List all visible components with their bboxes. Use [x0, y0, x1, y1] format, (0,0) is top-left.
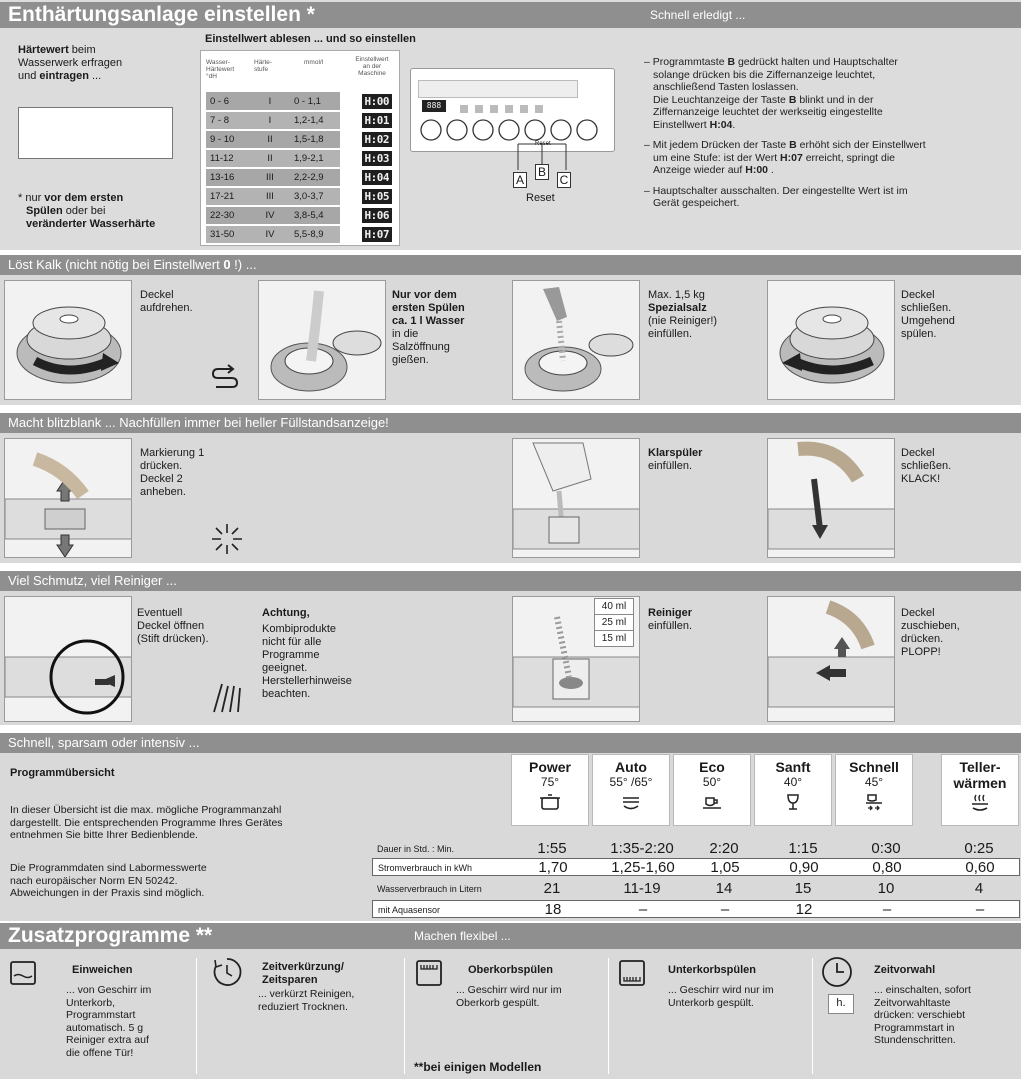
rinse-t1-0: Markierung 1: [140, 447, 205, 459]
program-eco-name: Eco: [699, 759, 725, 775]
duration-auto: 1:35-2:20: [610, 840, 674, 857]
extra-soak-text: [66, 984, 151, 1059]
key-b[interactable]: B: [535, 164, 549, 180]
note-line1b: vor dem ersten: [44, 192, 124, 204]
upper-line-0: ... Geschirr wird nur im: [456, 984, 562, 996]
dose-40: 40 ml: [595, 599, 633, 615]
rinse-t3-2: KLACK!: [901, 473, 941, 485]
panel-display: 888: [422, 100, 446, 112]
water-power: 21: [543, 880, 561, 897]
salt-t2-0: in die: [392, 328, 419, 340]
clock-icon: [820, 955, 854, 989]
setting-display: H:07: [362, 227, 393, 242]
s1k: H:04: [709, 118, 733, 131]
panel-indicators: [460, 100, 570, 110]
setting-display: H:01: [362, 113, 393, 128]
hardness-table: [206, 92, 396, 245]
row-energy: [372, 858, 1020, 876]
s1f: Die Leuchtanzeige der Taste: [653, 93, 789, 106]
aqua-auto: –: [638, 901, 648, 918]
section-extra-title: Zusatzprogramme **: [8, 924, 213, 947]
extra-time-title: [262, 961, 344, 987]
soak-line-3: automatisch. 5 g: [66, 1021, 144, 1034]
hardness-table-header: [206, 56, 396, 90]
col-header-mmol: mmol/l: [304, 59, 324, 66]
s3b: Gerät gespeichert.: [653, 197, 740, 209]
salt-t2-2: gießen.: [392, 354, 429, 366]
timer-line-2: drücken: verschiebt: [874, 1009, 966, 1021]
soak-line-2: Programmstart: [66, 1009, 136, 1021]
hardness-level: IV: [250, 225, 290, 244]
s2i: .: [768, 164, 774, 176]
swap-arrows-icon: [210, 363, 240, 391]
rinse-t3-0: Deckel: [901, 447, 935, 459]
s1b: B: [727, 56, 736, 68]
reset-label: Reset: [526, 192, 555, 204]
dose-15: 15 ml: [601, 633, 627, 644]
det-t1-0: Eventuell: [137, 607, 183, 619]
softener-note: [18, 192, 198, 231]
divider-1: [196, 958, 197, 1074]
hardness-row: [206, 130, 396, 149]
norm-text: [10, 862, 360, 900]
setting-display: H:06: [362, 208, 393, 223]
key-a[interactable]: A: [513, 172, 527, 188]
setting-display: H:05: [362, 189, 393, 204]
soak-line-1: Unterkorb,: [66, 996, 116, 1009]
timer-line-3: Programmstart in: [874, 1021, 955, 1034]
s2b: B: [789, 139, 797, 151]
section-softener-title: Enthärtungsanlage einstellen *: [8, 3, 315, 26]
s1l: .: [732, 118, 736, 131]
hardness-row: [206, 206, 396, 225]
hardness-setting: [340, 130, 396, 149]
salt-t1-0: Deckel: [140, 289, 174, 301]
row-water: [372, 880, 1020, 898]
aqua-eco: –: [720, 901, 730, 918]
intro-line1: beim: [68, 44, 96, 56]
hardness-level: III: [250, 187, 290, 206]
overview-text: [10, 804, 360, 842]
photo-close-detergent-lid: [767, 596, 895, 722]
hardness-mmol: 3,0-3,7: [290, 187, 340, 206]
norm-line-1: nach europäischer Norm EN 50242.: [10, 874, 178, 887]
hardness-value: 13-16: [206, 168, 250, 187]
s2g: Anzeige wieder auf: [653, 164, 746, 176]
det-step3-text: [901, 607, 960, 659]
quick-title: Schnell erledigt ...: [650, 8, 746, 22]
program-power-name: Power: [528, 759, 571, 775]
water-schnell: 10: [877, 880, 895, 897]
setting-display: H:03: [362, 151, 393, 166]
det-t4-3: PLOPP!: [901, 646, 941, 658]
photo-open-lid: [4, 596, 132, 722]
section-extra-subtitle: Machen flexibel ...: [414, 929, 511, 943]
salt-header-b: 0: [223, 257, 231, 272]
panel-strip: [418, 80, 578, 98]
program-power[interactable]: [511, 754, 589, 826]
label-water: Wasserverbrauch in Litern: [377, 884, 482, 894]
extra-lower-text: [668, 984, 774, 1009]
hardness-level: II: [250, 149, 290, 168]
step-2: [644, 139, 1014, 177]
program-auto-temp: 55° /65°: [609, 775, 653, 789]
models-footnote: **bei einigen Modellen: [414, 1060, 542, 1074]
s2e: H:07: [780, 151, 803, 164]
duration-teller: 0:25: [964, 840, 994, 857]
extra-upper-text: [456, 984, 562, 1009]
hardness-value: 22-30: [206, 206, 250, 225]
section-rinse-header: Macht blitzblank ... Nachfüllen immer bei heller Füllstandsanzeige!: [0, 413, 1021, 433]
salt-t2-1: Salzöffnung: [392, 341, 450, 353]
intro-text: [18, 44, 198, 83]
extra-timer-title: Zeitvorwahl: [874, 964, 936, 976]
step-3: [644, 185, 1014, 210]
photo-press-marking: [4, 438, 132, 558]
s1j: Einstellwert: [653, 118, 710, 131]
s1e: anschließend Tasten loslassen.: [653, 81, 799, 93]
label-duration: Dauer in Std. : Min.: [377, 844, 455, 854]
det-t2-3: geeignet.: [262, 662, 308, 674]
energy-teller: 0,60: [965, 859, 995, 876]
hardness-setting: [340, 168, 396, 187]
extra-time-text: [258, 988, 354, 1013]
timer-line-0: ... einschalten, sofort: [874, 984, 971, 996]
hardness-level: I: [250, 111, 290, 130]
intro-line3c: ...: [88, 70, 102, 82]
program-schnell-temp: 45°: [864, 775, 884, 789]
s3a: – Hauptschalter ausschalten. Der eingestellte Wert ist im: [644, 184, 908, 197]
setting-display: H:02: [362, 132, 393, 147]
setting-display: H:04: [362, 170, 393, 185]
intro-bold: Härtewert: [18, 44, 69, 56]
energy-power: 1,70: [538, 859, 568, 876]
program-auto-name: Auto: [615, 759, 647, 775]
program-tellerwaermen[interactable]: [941, 754, 1019, 826]
s2d: um eine Stufe: ist der Wert: [653, 151, 781, 164]
row-duration: [372, 840, 1020, 858]
s2h: H:00: [745, 164, 768, 176]
det-t2-bold: Achtung,: [262, 607, 310, 619]
rinse-step2-text: [648, 447, 702, 473]
det-step2-text: [648, 607, 692, 633]
hardness-mmol: 0 - 1,1: [290, 92, 340, 111]
lower-line-1: Unterkorb gespült.: [668, 996, 754, 1009]
det-t2-5: beachten.: [262, 688, 311, 700]
splash-lines-icon: [210, 678, 246, 714]
overview-line-2: entnehmen Sie bitte Ihrer Bedienblende.: [10, 829, 198, 841]
glass-icon: [781, 792, 805, 812]
salt-step1-text: [140, 289, 193, 315]
program-schnell-name: Schnell: [849, 759, 899, 775]
hardness-row: [206, 111, 396, 130]
energy-schnell: 0,80: [872, 859, 902, 876]
time-line-1: reduziert Trocknen.: [258, 1000, 348, 1013]
hardness-value: 7 - 8: [206, 111, 250, 130]
time-line-0: ... verkürzt Reinigen,: [258, 988, 355, 1000]
program-teller-name: Teller-: [959, 759, 1001, 775]
det-step1-text: [137, 607, 209, 646]
aqua-schnell: –: [882, 901, 892, 918]
upper-basket-icon: [414, 958, 444, 988]
overview-title: Programmübersicht: [10, 767, 115, 779]
timer-hour-label: h.: [836, 997, 846, 1009]
step-1: [644, 56, 1014, 131]
program-eco[interactable]: [673, 754, 751, 826]
col-header-hardness: Wasser- Härtewert °dH: [206, 59, 235, 80]
salt-t3b-0: (nie Reiniger!): [648, 315, 718, 327]
rinse-t1-2: Deckel 2: [140, 473, 183, 485]
hardness-row: [206, 225, 396, 244]
hardness-mmol: 1,2-1,4: [290, 111, 340, 130]
program-schnell[interactable]: [835, 754, 913, 826]
soak-icon: [8, 958, 38, 988]
extra-upper-title: Oberkorbspülen: [468, 964, 553, 976]
energy-eco: 1,05: [710, 859, 740, 876]
rinse-t1-1: drücken.: [140, 460, 183, 472]
rinse-step3-text: [901, 447, 951, 486]
photo-fill-rinse-aid: [512, 438, 640, 558]
hardness-row: [206, 149, 396, 168]
hardness-level: IV: [250, 206, 290, 225]
time-title-2: Zeitsparen: [262, 974, 318, 986]
det-t1-1: Deckel öffnen: [137, 620, 205, 632]
salt-header-a: Löst Kalk (nicht nötig bei Einstellwert: [8, 257, 224, 272]
lower-line-0: ... Geschirr wird nur im: [668, 984, 774, 996]
rinse-t2: einfüllen.: [648, 460, 693, 472]
s1a: – Programmtaste: [644, 56, 728, 68]
det-warning-text: [262, 607, 352, 701]
salt-t4-1: schließen.: [901, 302, 952, 314]
soak-line-4: Reiniger extra auf: [66, 1034, 149, 1046]
program-teller-temp: wärmen: [953, 775, 1007, 791]
hardness-row: [206, 168, 396, 187]
hardness-mmol: 3,8-5,4: [290, 206, 340, 225]
warm-plate-icon: [968, 793, 992, 813]
duration-power: 1:55: [537, 840, 567, 857]
divider-2: [404, 958, 405, 1074]
hardness-value: 9 - 10: [206, 130, 250, 149]
hardness-setting: [340, 225, 396, 244]
hardness-row: [206, 187, 396, 206]
photo-close-lid: [767, 280, 895, 400]
salt-t4-0: Deckel: [901, 289, 935, 301]
col-header-setting: Einstellwert an der Maschine: [355, 56, 389, 77]
quick-icon: [862, 792, 886, 812]
label-aquasensor: mit Aquasensor: [378, 905, 441, 915]
soak-line-5: die offene Tür!: [66, 1046, 134, 1059]
hardness-row: [206, 92, 396, 111]
rinse-t3-1: schließen.: [901, 460, 952, 472]
duration-eco: 2:20: [709, 840, 739, 857]
overview-line-0: In dieser Übersicht ist die max. mögliche Programmanzahl: [10, 804, 282, 816]
time-title-1: Zeitverkürzung/: [262, 961, 344, 973]
timer-line-4: Stundenschritten.: [874, 1034, 956, 1046]
hardness-setting: [340, 92, 396, 111]
salt-t4-2: Umgehend: [901, 315, 955, 327]
note-line1a: * nur: [18, 192, 45, 204]
hardness-level: II: [250, 130, 290, 149]
det-t3: einfüllen.: [648, 620, 693, 632]
salt-t4-3: spülen.: [901, 328, 937, 340]
program-sanft-name: Sanft: [775, 759, 811, 775]
section-programs-header: Schnell, sparsam oder intensiv ...: [0, 733, 1021, 753]
sparkle-icon: [210, 522, 244, 556]
section-detergent-header: Viel Schmutz, viel Reiniger ...: [0, 571, 1021, 591]
hardness-mmol: 1,5-1,8: [290, 130, 340, 149]
det-t4-0: Deckel: [901, 607, 935, 619]
hardness-setting: [340, 149, 396, 168]
program-auto[interactable]: [592, 754, 670, 826]
salt-t3b-1: einfüllen.: [648, 328, 693, 340]
program-power-temp: 75°: [540, 775, 560, 789]
extra-timer-text: [874, 984, 971, 1047]
s2f: erreicht, springt die: [802, 151, 896, 164]
energy-sanft: 0,90: [789, 859, 819, 876]
hardness-level: I: [250, 92, 290, 111]
hardness-entry-box[interactable]: [18, 107, 173, 159]
aqua-teller: –: [975, 901, 985, 918]
water-eco: 14: [715, 880, 733, 897]
divider-3: [608, 958, 609, 1074]
soak-line-0: ... von Geschirr im: [66, 984, 152, 996]
time-saving-icon: [211, 956, 243, 988]
rinse-step1-text: [140, 447, 204, 499]
divider-4: [812, 958, 813, 1074]
hardness-setting: [340, 111, 396, 130]
key-c[interactable]: C: [557, 172, 571, 188]
rinse-t2-bold: Klarspüler: [648, 447, 703, 459]
water-sanft: 15: [794, 880, 812, 897]
hardness-value: 31-50: [206, 225, 250, 244]
intro-line3b: eintragen: [39, 70, 89, 82]
hardness-value: 0 - 6: [206, 92, 250, 111]
det-t2-4: Herstellerhinweise: [262, 675, 352, 687]
duration-schnell: 0:30: [871, 840, 901, 857]
salt-t2b-2: ca. 1 l Wasser: [392, 315, 465, 327]
plates-icon: [619, 792, 643, 812]
extra-soak-title: Einweichen: [72, 964, 133, 976]
salt-t2b-0: Nur vor dem: [392, 289, 457, 301]
dose-25: 25 ml: [595, 615, 633, 631]
norm-line-2: Abweichungen in der Praxis sind möglich.: [10, 887, 205, 899]
hardness-value: 17-21: [206, 187, 250, 206]
salt-t2b-1: ersten Spülen: [392, 302, 465, 314]
rinse-t1-3: anheben.: [140, 486, 186, 498]
extra-lower-title: Unterkorbspülen: [668, 964, 757, 976]
cup-plate-icon: [700, 792, 724, 812]
program-sanft-temp: 40°: [783, 775, 803, 789]
aqua-power: 18: [544, 901, 562, 918]
hardness-mmol: 2,2-2,9: [290, 168, 340, 187]
intro-line2: Wasserwerk erfragen: [18, 57, 123, 69]
det-t1-2: (Stift drücken).: [137, 633, 209, 645]
salt-step4-text: [901, 289, 955, 341]
label-energy: Stromverbrauch in kWh: [378, 863, 473, 873]
duration-sanft: 1:15: [788, 840, 818, 857]
aqua-sanft: 12: [795, 901, 813, 918]
salt-t3a-0: Max. 1,5 kg: [648, 289, 705, 301]
timer-line-1: Zeitvorwahltaste: [874, 996, 951, 1009]
water-teller: 4: [974, 880, 984, 897]
s1g: B: [788, 93, 797, 106]
note-line3: veränderter Wasserhärte: [26, 218, 156, 230]
photo-close-rinse-lid: [767, 438, 895, 558]
overview-line-1: dargestellt. Die entsprechenden Programme Ihres Gerätes: [10, 816, 283, 829]
photo-fill-salt: [512, 280, 640, 400]
col-header-level: Härte- stufe: [254, 59, 273, 73]
energy-auto: 1,25-1,60: [611, 859, 675, 876]
row-aquasensor: [372, 900, 1020, 918]
hardness-mmol: 1,9-2,1: [290, 149, 340, 168]
s2a: – Mit jedem Drücken der Taste: [644, 139, 790, 151]
setting-display: H:00: [362, 94, 393, 109]
salt-header-c: !) ...: [230, 257, 257, 272]
s2c: erhöht sich der Einstellwert: [796, 139, 926, 151]
det-t4-2: drücken.: [901, 633, 944, 645]
lower-basket-icon: [617, 958, 647, 988]
section-salt-header: [0, 255, 1021, 275]
det-t3-bold: Reiniger: [648, 607, 693, 619]
norm-line-0: Die Programmdaten sind Labormesswerte: [10, 862, 207, 874]
program-eco-temp: 50°: [702, 775, 722, 789]
hardness-mmol: 5,5-8,9: [290, 225, 340, 244]
intro-line3a: und: [18, 70, 40, 82]
det-t2-1: nicht für alle: [262, 636, 322, 648]
photo-unscrew-lid: [4, 280, 132, 400]
salt-t1-1: aufdrehen.: [140, 302, 193, 314]
det-t2-0: Kombiprodukte: [262, 623, 336, 635]
s1d: solange drücken bis die Ziffernanzeige leuchtet,: [653, 68, 876, 81]
salt-step3-text: [648, 289, 717, 341]
hardness-level: III: [250, 168, 290, 187]
program-sanft[interactable]: [754, 754, 832, 826]
upper-line-1: Oberkorb gespült.: [456, 996, 540, 1009]
pot-icon: [538, 792, 562, 812]
salt-t3-bold: Spezialsalz: [648, 302, 707, 314]
note-line2b: oder bei: [62, 205, 106, 217]
panel-reset-small: Reset: [535, 141, 551, 147]
hardness-setting: [340, 206, 396, 225]
det-t2-2: Programme: [262, 649, 320, 661]
s1c: gedrückt halten und Hauptschalter: [735, 56, 898, 68]
table-title: Einstellwert ablesen ... und so einstellen: [205, 33, 416, 45]
note-line2a: Spülen: [26, 205, 63, 217]
s1h: blinkt und in der: [796, 93, 874, 106]
photo-pour-water: [258, 280, 386, 400]
water-auto: 11-19: [623, 880, 661, 897]
hardness-value: 11-12: [206, 149, 250, 168]
dose-labels: [594, 598, 634, 647]
det-t4-1: zuschieben,: [901, 620, 960, 632]
s1i: Ziffernanzeige leuchtet der werkseitig eingestellte: [653, 106, 883, 118]
steps-text: [644, 56, 1014, 210]
hardness-setting: [340, 187, 396, 206]
salt-step2-text: [392, 289, 465, 367]
